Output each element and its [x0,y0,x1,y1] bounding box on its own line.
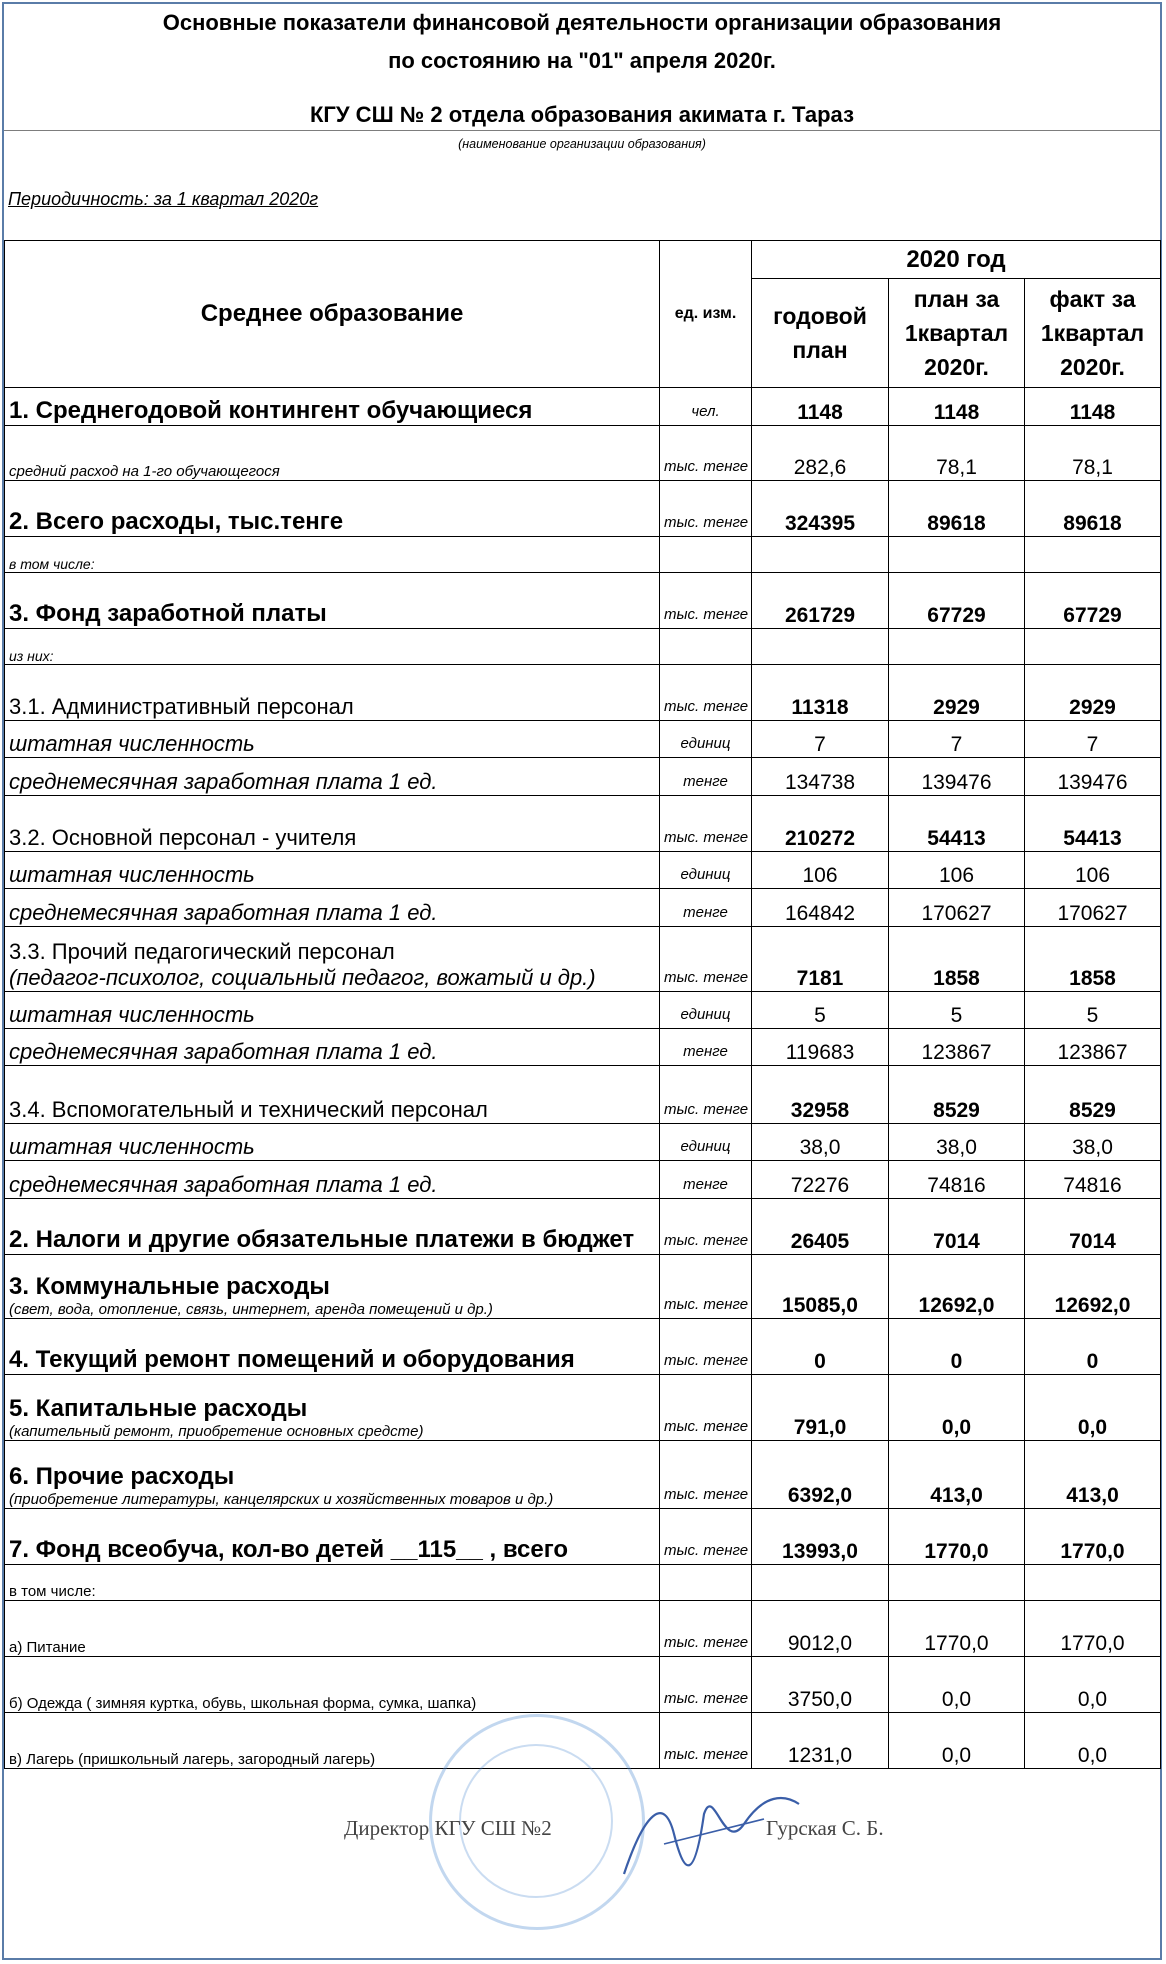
value-plan [889,629,1025,665]
row-label [5,721,660,758]
value-fact: 7 [1025,721,1161,758]
value-annual: 15085,0 [752,1255,889,1319]
row-label-text: в том числе: [9,556,95,572]
row-unit: тыс. тенге [660,1066,752,1124]
value-fact [1025,1565,1161,1601]
table-row [5,1509,1161,1565]
row-label-text: 2. Налоги и другие обязательные платежи в бюджет [9,1226,635,1253]
row-label [5,388,660,426]
row-label-text: 3. Коммунальные расходы [9,1273,330,1300]
value-fact: 8529 [1025,1066,1161,1124]
row-label-text: 3. Фонд заработной платы [9,600,327,627]
value-plan: 170627 [889,889,1025,927]
value-plan: 7014 [889,1199,1025,1255]
row-label-text: 6. Прочие расходы [9,1463,235,1490]
row-label-text: штатная численность [9,731,255,756]
value-fact: 67729 [1025,573,1161,629]
value-plan: 78,1 [889,426,1025,481]
row-label [5,1601,660,1657]
row-label [5,665,660,721]
value-fact: 0,0 [1025,1713,1161,1769]
value-annual [752,629,889,665]
value-plan: 413,0 [889,1441,1025,1509]
row-label [5,426,660,481]
row-label-note: (приобретение литературы, канцелярских и хозяйственных товаров и др.) [9,1491,554,1508]
row-label-text: 7. Фонд всеобуча, кол-во детей __115__ , всего [9,1536,569,1563]
value-plan: 0,0 [889,1375,1025,1441]
table-row [5,1161,1161,1199]
row-unit: тыс. тенге [660,1255,752,1319]
value-annual: 32958 [752,1066,889,1124]
table-row [5,573,1161,629]
table-row [5,721,1161,758]
row-label [5,852,660,889]
value-plan: 139476 [889,758,1025,796]
row-label [5,1255,660,1319]
table-row [5,537,1161,573]
table-row [5,1565,1161,1601]
row-label-text: 3.4. Вспомогательный и технический персонал [9,1097,488,1122]
row-label [5,1199,660,1255]
organization-caption: (наименование организации образования) [458,137,706,151]
value-fact: 106 [1025,852,1161,889]
value-fact: 0,0 [1025,1375,1161,1441]
table-row [5,388,1161,426]
row-unit [660,537,752,573]
row-label [5,927,660,992]
row-unit: тыс. тенге [660,1319,752,1375]
row-label-text: среднемесячная заработная плата 1 ед. [9,769,438,794]
row-unit: единиц [660,992,752,1029]
table-row [5,629,1161,665]
row-label-text: 1. Среднегодовой контингент обучающиеся [9,397,533,424]
value-fact: 78,1 [1025,426,1161,481]
row-unit: тыс. тенге [660,665,752,721]
row-label-text: 2. Всего расходы, тыс.тенге [9,508,344,535]
value-annual: 13993,0 [752,1509,889,1565]
table-row [5,1066,1161,1124]
row-unit: тыс. тенге [660,1601,752,1657]
row-label-text: штатная численность [9,1002,255,1027]
value-annual: 164842 [752,889,889,927]
table-row [5,852,1161,889]
value-fact: 38,0 [1025,1124,1161,1161]
row-label-text: штатная численность [9,862,255,887]
value-fact: 74816 [1025,1161,1161,1199]
title-line-1: Основные показатели финансовой деятельности организации образования [162,10,1002,35]
row-label-text: 5. Капитальные расходы [9,1395,308,1422]
row-unit: тенге [660,1029,752,1066]
value-plan [889,1565,1025,1601]
title-line-2: по состоянию на "01" апреля 2020г. [388,48,776,73]
value-plan: 1858 [889,927,1025,992]
table-row [5,796,1161,852]
financial-table [4,240,1161,1769]
value-fact: 1770,0 [1025,1601,1161,1657]
value-plan: 1148 [889,388,1025,426]
row-unit: чел. [660,388,752,426]
table-row [5,426,1161,481]
row-label-text: среднемесячная заработная плата 1 ед. [9,1039,438,1064]
value-annual [752,537,889,573]
row-unit: тенге [660,889,752,927]
value-fact: 12692,0 [1025,1255,1161,1319]
value-fact: 54413 [1025,796,1161,852]
value-annual [752,1565,889,1601]
row-unit: тыс. тенге [660,1375,752,1441]
value-plan: 8529 [889,1066,1025,1124]
row-label-text: 4. Текущий ремонт помещений и оборудования [9,1346,575,1373]
value-annual: 1231,0 [752,1713,889,1769]
row-label-text: а) Питание [9,1639,86,1656]
organization-name: КГУ СШ № 2 отдела образования акимата г. Тараз [309,102,855,127]
value-annual: 72276 [752,1161,889,1199]
row-label-text: 3.1. Административный персонал [9,694,354,719]
row-unit [660,1565,752,1601]
value-annual: 261729 [752,573,889,629]
row-label-text: штатная численность [9,1134,255,1159]
row-label [5,573,660,629]
table-row [5,1657,1161,1713]
value-fact: 139476 [1025,758,1161,796]
row-label [5,629,660,665]
row-label [5,537,660,573]
document-sheet [2,2,1162,1960]
value-plan: 0 [889,1319,1025,1375]
value-plan: 5 [889,992,1025,1029]
value-annual: 106 [752,852,889,889]
table-row [5,1199,1161,1255]
table-row [5,889,1161,927]
row-label-text: б) Одежда ( зимняя куртка, обувь, школьная форма, сумка, шапка) [9,1695,477,1712]
row-label-note: (свет, вода, отопление, связь, интернет, аренда помещений и др.) [9,1301,493,1318]
table-row [5,1601,1161,1657]
value-annual: 1148 [752,388,889,426]
row-unit: тыс. тенге [660,927,752,992]
row-label-text: средний расход на 1-го обучающегося [9,463,280,480]
director-label: Директор КГУ СШ №2 [344,1816,552,1840]
row-label-note: (педагог-психолог, социальный педагог, вожатый и др.) [9,965,596,990]
row-label [5,1066,660,1124]
value-annual: 5 [752,992,889,1029]
value-annual: 791,0 [752,1375,889,1441]
value-fact: 2929 [1025,665,1161,721]
value-plan: 38,0 [889,1124,1025,1161]
row-label-text: 3.2. Основной персонал - учителя [9,825,357,850]
row-unit: тыс. тенге [660,1713,752,1769]
value-fact: 5 [1025,992,1161,1029]
value-annual: 0 [752,1319,889,1375]
value-plan: 123867 [889,1029,1025,1066]
row-label-text: среднемесячная заработная плата 1 ед. [9,900,438,925]
value-plan [889,537,1025,573]
table-row [5,1441,1161,1509]
row-label [5,796,660,852]
row-label [5,992,660,1029]
table-row [5,665,1161,721]
value-plan: 89618 [889,481,1025,537]
row-unit: тыс. тенге [660,1441,752,1509]
value-fact: 1858 [1025,927,1161,992]
row-label-note: (капительный ремонт, приобретение основных средсте) [9,1423,424,1440]
table-row [5,481,1161,537]
row-label [5,1375,660,1441]
table-row [5,1375,1161,1441]
row-unit [660,629,752,665]
value-annual: 38,0 [752,1124,889,1161]
value-annual: 26405 [752,1199,889,1255]
periodicity: Периодичность: за 1 квартал 2020г [8,189,319,209]
row-unit: тыс. тенге [660,481,752,537]
row-label [5,889,660,927]
row-label-text: в) Лагерь (пришкольный лагерь, загородный лагерь) [9,1751,376,1768]
table-row [5,1255,1161,1319]
value-annual: 119683 [752,1029,889,1066]
row-unit: единиц [660,852,752,889]
value-annual: 3750,0 [752,1657,889,1713]
value-fact: 170627 [1025,889,1161,927]
column-header-main: Среднее образование [5,241,660,388]
row-unit: тыс. тенге [660,796,752,852]
value-fact: 0,0 [1025,1657,1161,1713]
year-header: 2020 год [752,241,1161,279]
table-row [5,758,1161,796]
value-plan: 12692,0 [889,1255,1025,1319]
value-annual: 6392,0 [752,1441,889,1509]
row-unit: тенге [660,1161,752,1199]
row-label [5,1029,660,1066]
row-label [5,758,660,796]
row-label-text: 3.3. Прочий педагогический персонал [9,939,395,964]
value-annual: 7 [752,721,889,758]
row-label [5,1124,660,1161]
value-plan: 7 [889,721,1025,758]
value-fact: 413,0 [1025,1441,1161,1509]
row-unit: тенге [660,758,752,796]
row-label [5,1565,660,1601]
value-fact: 123867 [1025,1029,1161,1066]
value-annual: 7181 [752,927,889,992]
row-label-text: из них: [9,648,54,664]
column-header-annual-plan: годовой план [752,279,889,388]
row-label [5,1657,660,1713]
value-plan: 0,0 [889,1657,1025,1713]
table-row [5,1319,1161,1375]
row-label [5,481,660,537]
divider [4,130,1160,131]
value-fact [1025,629,1161,665]
value-plan: 2929 [889,665,1025,721]
value-plan: 0,0 [889,1713,1025,1769]
row-unit: тыс. тенге [660,1199,752,1255]
row-label [5,1441,660,1509]
row-label [5,1509,660,1565]
value-fact: 1148 [1025,388,1161,426]
value-annual: 134738 [752,758,889,796]
value-fact: 89618 [1025,481,1161,537]
row-unit: единиц [660,1124,752,1161]
value-annual: 324395 [752,481,889,537]
value-fact: 0 [1025,1319,1161,1375]
row-unit: тыс. тенге [660,1657,752,1713]
table-row [5,927,1161,992]
row-label [5,1161,660,1199]
value-annual: 210272 [752,796,889,852]
value-plan: 1770,0 [889,1509,1025,1565]
table-row [5,1029,1161,1066]
value-fact: 1770,0 [1025,1509,1161,1565]
value-plan: 106 [889,852,1025,889]
row-unit: тыс. тенге [660,573,752,629]
director-name: Гурская С. Б. [766,1816,884,1840]
value-plan: 74816 [889,1161,1025,1199]
value-annual: 282,6 [752,426,889,481]
column-header-quarter-plan: план за 1квартал 2020г. [889,279,1025,388]
row-label-text: в том числе: [9,1583,96,1600]
value-plan: 1770,0 [889,1601,1025,1657]
value-annual: 9012,0 [752,1601,889,1657]
column-header-unit: ед. изм. [660,241,752,388]
value-fact: 7014 [1025,1199,1161,1255]
value-fact [1025,537,1161,573]
table-row [5,992,1161,1029]
value-annual: 11318 [752,665,889,721]
row-label-text: среднемесячная заработная плата 1 ед. [9,1172,438,1197]
value-plan: 54413 [889,796,1025,852]
row-unit: тыс. тенге [660,426,752,481]
row-unit: тыс. тенге [660,1509,752,1565]
row-label [5,1319,660,1375]
table-row [5,1124,1161,1161]
row-unit: единиц [660,721,752,758]
value-plan: 67729 [889,573,1025,629]
column-header-quarter-fact: факт за 1квартал 2020г. [1025,279,1161,388]
